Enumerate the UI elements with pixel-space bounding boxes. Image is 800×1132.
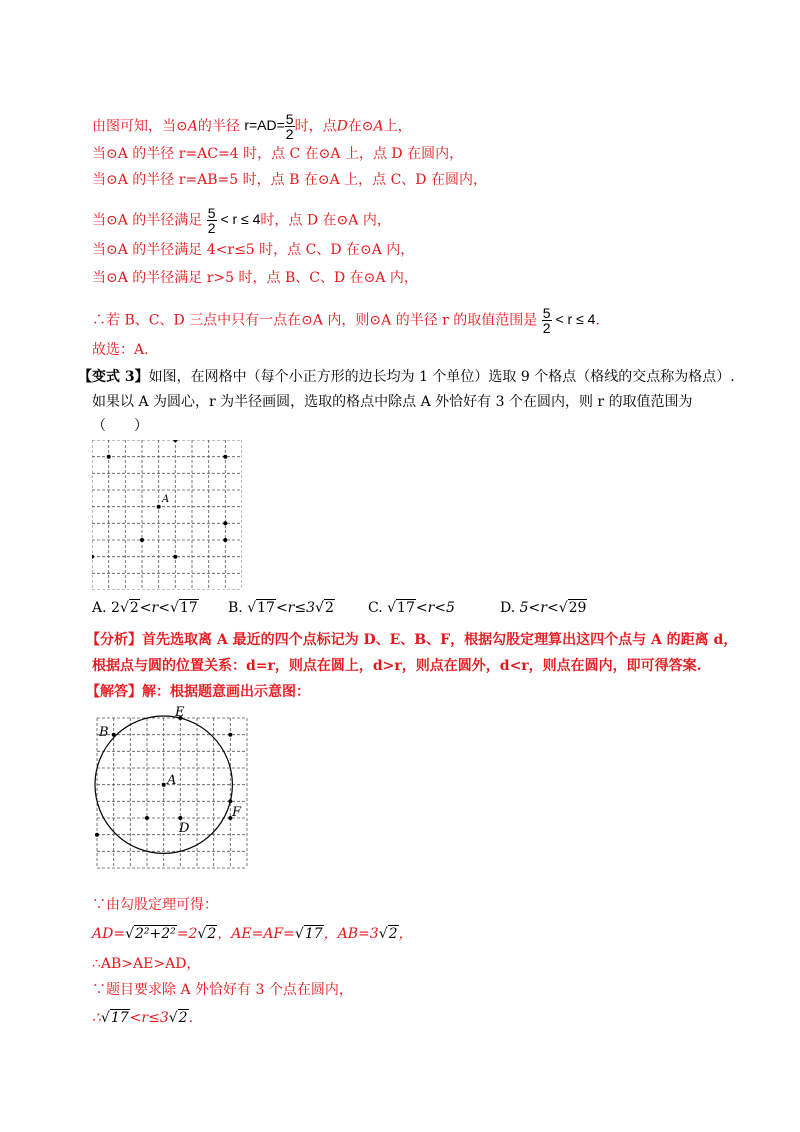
text: D	[336, 118, 348, 135]
point-d	[178, 816, 182, 820]
text: ，	[398, 926, 413, 942]
grid-point	[95, 833, 99, 837]
text: 时，点 D 在⊙A 内，	[260, 212, 391, 229]
option-label: D.	[500, 600, 516, 616]
grid-point	[223, 521, 227, 525]
text: ，AB=3	[323, 926, 379, 942]
solution-line-7	[92, 306, 600, 335]
denominator: 2	[285, 126, 294, 142]
point-label-a: A	[162, 494, 170, 505]
radicand: 17	[397, 600, 415, 616]
text: 2	[111, 600, 120, 616]
denominator: 2	[207, 220, 216, 236]
solution-line-3: 当⊙A 的半径 r=AB=5 时，点 B 在⊙A 上，点 C、D 在圆内，	[92, 172, 487, 188]
solution-choice: 故选：A.	[92, 342, 149, 358]
text: <r≤3	[129, 1010, 169, 1026]
answer-tag: 【解答】	[86, 684, 142, 700]
fraction	[285, 112, 295, 141]
conclusion-line-3: ∴AB>AE>AD，	[92, 956, 201, 972]
solution-line-4	[92, 206, 391, 235]
grid-lines	[97, 718, 247, 868]
conclusion-line-4: ∵题目要求除 A 外恰好有 3 个点在圆内，	[92, 982, 353, 998]
option-d[interactable]	[500, 596, 587, 620]
solution-line-5: 当⊙A 的半径满足 4<r≤5 时，点 C、D 在⊙A 内，	[92, 242, 415, 258]
sqrt: √2	[378, 926, 398, 942]
label-e: E	[175, 705, 185, 720]
label-f: F	[232, 805, 242, 820]
sqrt: √2	[168, 1010, 188, 1026]
problem-tag: 【变式 3】	[78, 369, 149, 385]
grid-point	[223, 538, 227, 542]
text: 在⊙	[347, 118, 374, 135]
sqrt: √2²+2²	[125, 926, 176, 942]
text: 如图，在网格中（每个小正方形的边长均为 1 个单位）选取 9 个格点（格线的交点称为格点）.	[148, 369, 735, 385]
sqrt: √17	[387, 600, 415, 616]
sqrt: √29	[558, 600, 587, 616]
grid-point	[140, 538, 144, 542]
sqrt: √17	[169, 600, 198, 616]
grid-point	[223, 455, 227, 459]
grid-point	[107, 455, 111, 459]
text: <r<5	[415, 600, 455, 616]
text: .	[188, 1010, 194, 1026]
math-inequality	[207, 206, 261, 235]
solution-line-2: 当⊙A 的半径 r=AC=4 时，点 C 在⊙A 上，点 D 在圆内，	[92, 146, 464, 162]
text: 的半径	[197, 118, 240, 135]
option-label: C.	[368, 600, 383, 616]
numerator: 5	[207, 205, 216, 221]
grid-figure-1	[92, 440, 242, 590]
option-a[interactable]	[92, 596, 199, 620]
denominator: 2	[542, 320, 551, 336]
analysis-line-1: 【分析】首先选取离 A 最近的四个点标记为 D、E、B、F，根据勾股定理算出这四个点与 A 的距离 d，	[86, 632, 738, 648]
problem-line-2: 如果以 A 为圆心，r 为半径画圆，选取的格点中除点 A 外恰好有 3 个在圆内，则 r 的取值范围为	[92, 394, 693, 410]
grid-point	[173, 440, 177, 442]
conclusion-line-1: ∵由勾股定理可得：	[92, 897, 218, 913]
text: < r ≤ 4	[220, 211, 261, 228]
text: ∴	[92, 1010, 101, 1026]
conclusion-line-5	[92, 1008, 193, 1028]
numerator: 5	[542, 305, 551, 321]
radicand: 2	[388, 926, 398, 942]
radicand: 2	[178, 1010, 188, 1026]
conclusion-line-2	[92, 924, 413, 944]
radicand: 17	[257, 600, 275, 616]
text: 上，	[383, 118, 412, 135]
numerator: 5	[285, 111, 294, 127]
radicand: 2	[207, 926, 217, 942]
fraction	[207, 206, 217, 235]
grid-figure-2	[92, 704, 252, 869]
math-r-ad	[244, 112, 294, 141]
text: 解：根据题意画出示意图：	[142, 684, 310, 700]
grid-point	[173, 555, 177, 559]
grid-point	[145, 816, 149, 820]
sqrt: √2	[197, 926, 217, 942]
point-a	[162, 783, 166, 787]
fraction	[542, 306, 552, 335]
text: <r≤3	[275, 600, 316, 616]
radicand: 17	[110, 1010, 129, 1026]
radicand: 2	[324, 600, 334, 616]
option-c[interactable]	[368, 596, 455, 620]
answer-line	[86, 682, 310, 702]
solution-line-6: 当⊙A 的半径满足 r>5 时，点 B、C、D 在⊙A 内，	[92, 270, 418, 286]
grid-lines	[92, 440, 242, 590]
sqrt: √17	[100, 1010, 129, 1026]
label-a: A	[167, 773, 177, 788]
text: <r<	[139, 600, 170, 616]
label-b: B	[99, 725, 109, 740]
radicand: 17	[304, 926, 323, 942]
text: ∴若 B、C、D 三点中只有一点在⊙A 内，则⊙A 的半径 r 的取值范围是	[92, 312, 538, 329]
text: ，AE=AF=	[217, 926, 295, 942]
text: < r ≤ 4	[555, 311, 596, 328]
grid-point	[228, 733, 232, 737]
radicand: 2	[129, 600, 139, 616]
grid-point	[92, 555, 94, 559]
text: =2	[176, 926, 198, 942]
math-inequality	[542, 306, 596, 335]
text: 由图可知，当⊙	[92, 118, 188, 135]
label-d: D	[179, 821, 190, 836]
grid-point-a	[157, 505, 161, 509]
option-label: A.	[92, 600, 107, 616]
sqrt: √17	[247, 600, 275, 616]
radicand: 29	[568, 600, 587, 616]
point-b	[112, 733, 116, 737]
text: A	[373, 118, 384, 135]
sqrt: √2	[119, 600, 139, 616]
text: AD=	[92, 926, 126, 942]
sqrt: √2	[315, 600, 334, 616]
text: 5<r<	[519, 600, 559, 616]
point-f	[228, 799, 232, 803]
text: A	[187, 118, 198, 135]
problem-line-1	[78, 367, 735, 387]
option-b[interactable]	[228, 596, 335, 620]
radicand: 17	[179, 600, 198, 616]
text: 时，点	[294, 118, 337, 135]
radicand: 2²+2²	[135, 926, 176, 942]
text: .	[595, 312, 600, 329]
text: 当⊙A 的半径满足	[92, 212, 203, 229]
solution-line-1	[92, 112, 412, 141]
option-label: B.	[228, 600, 243, 616]
problem-blank: （ ）	[92, 418, 148, 434]
analysis-line-2: 根据点与圆的位置关系：d=r，则点在圆上，d>r，则点在圆外，d<r，则点在圆内，即可得答案.	[92, 658, 702, 674]
sqrt: √17	[294, 926, 323, 942]
text: r=AD=	[244, 117, 285, 134]
